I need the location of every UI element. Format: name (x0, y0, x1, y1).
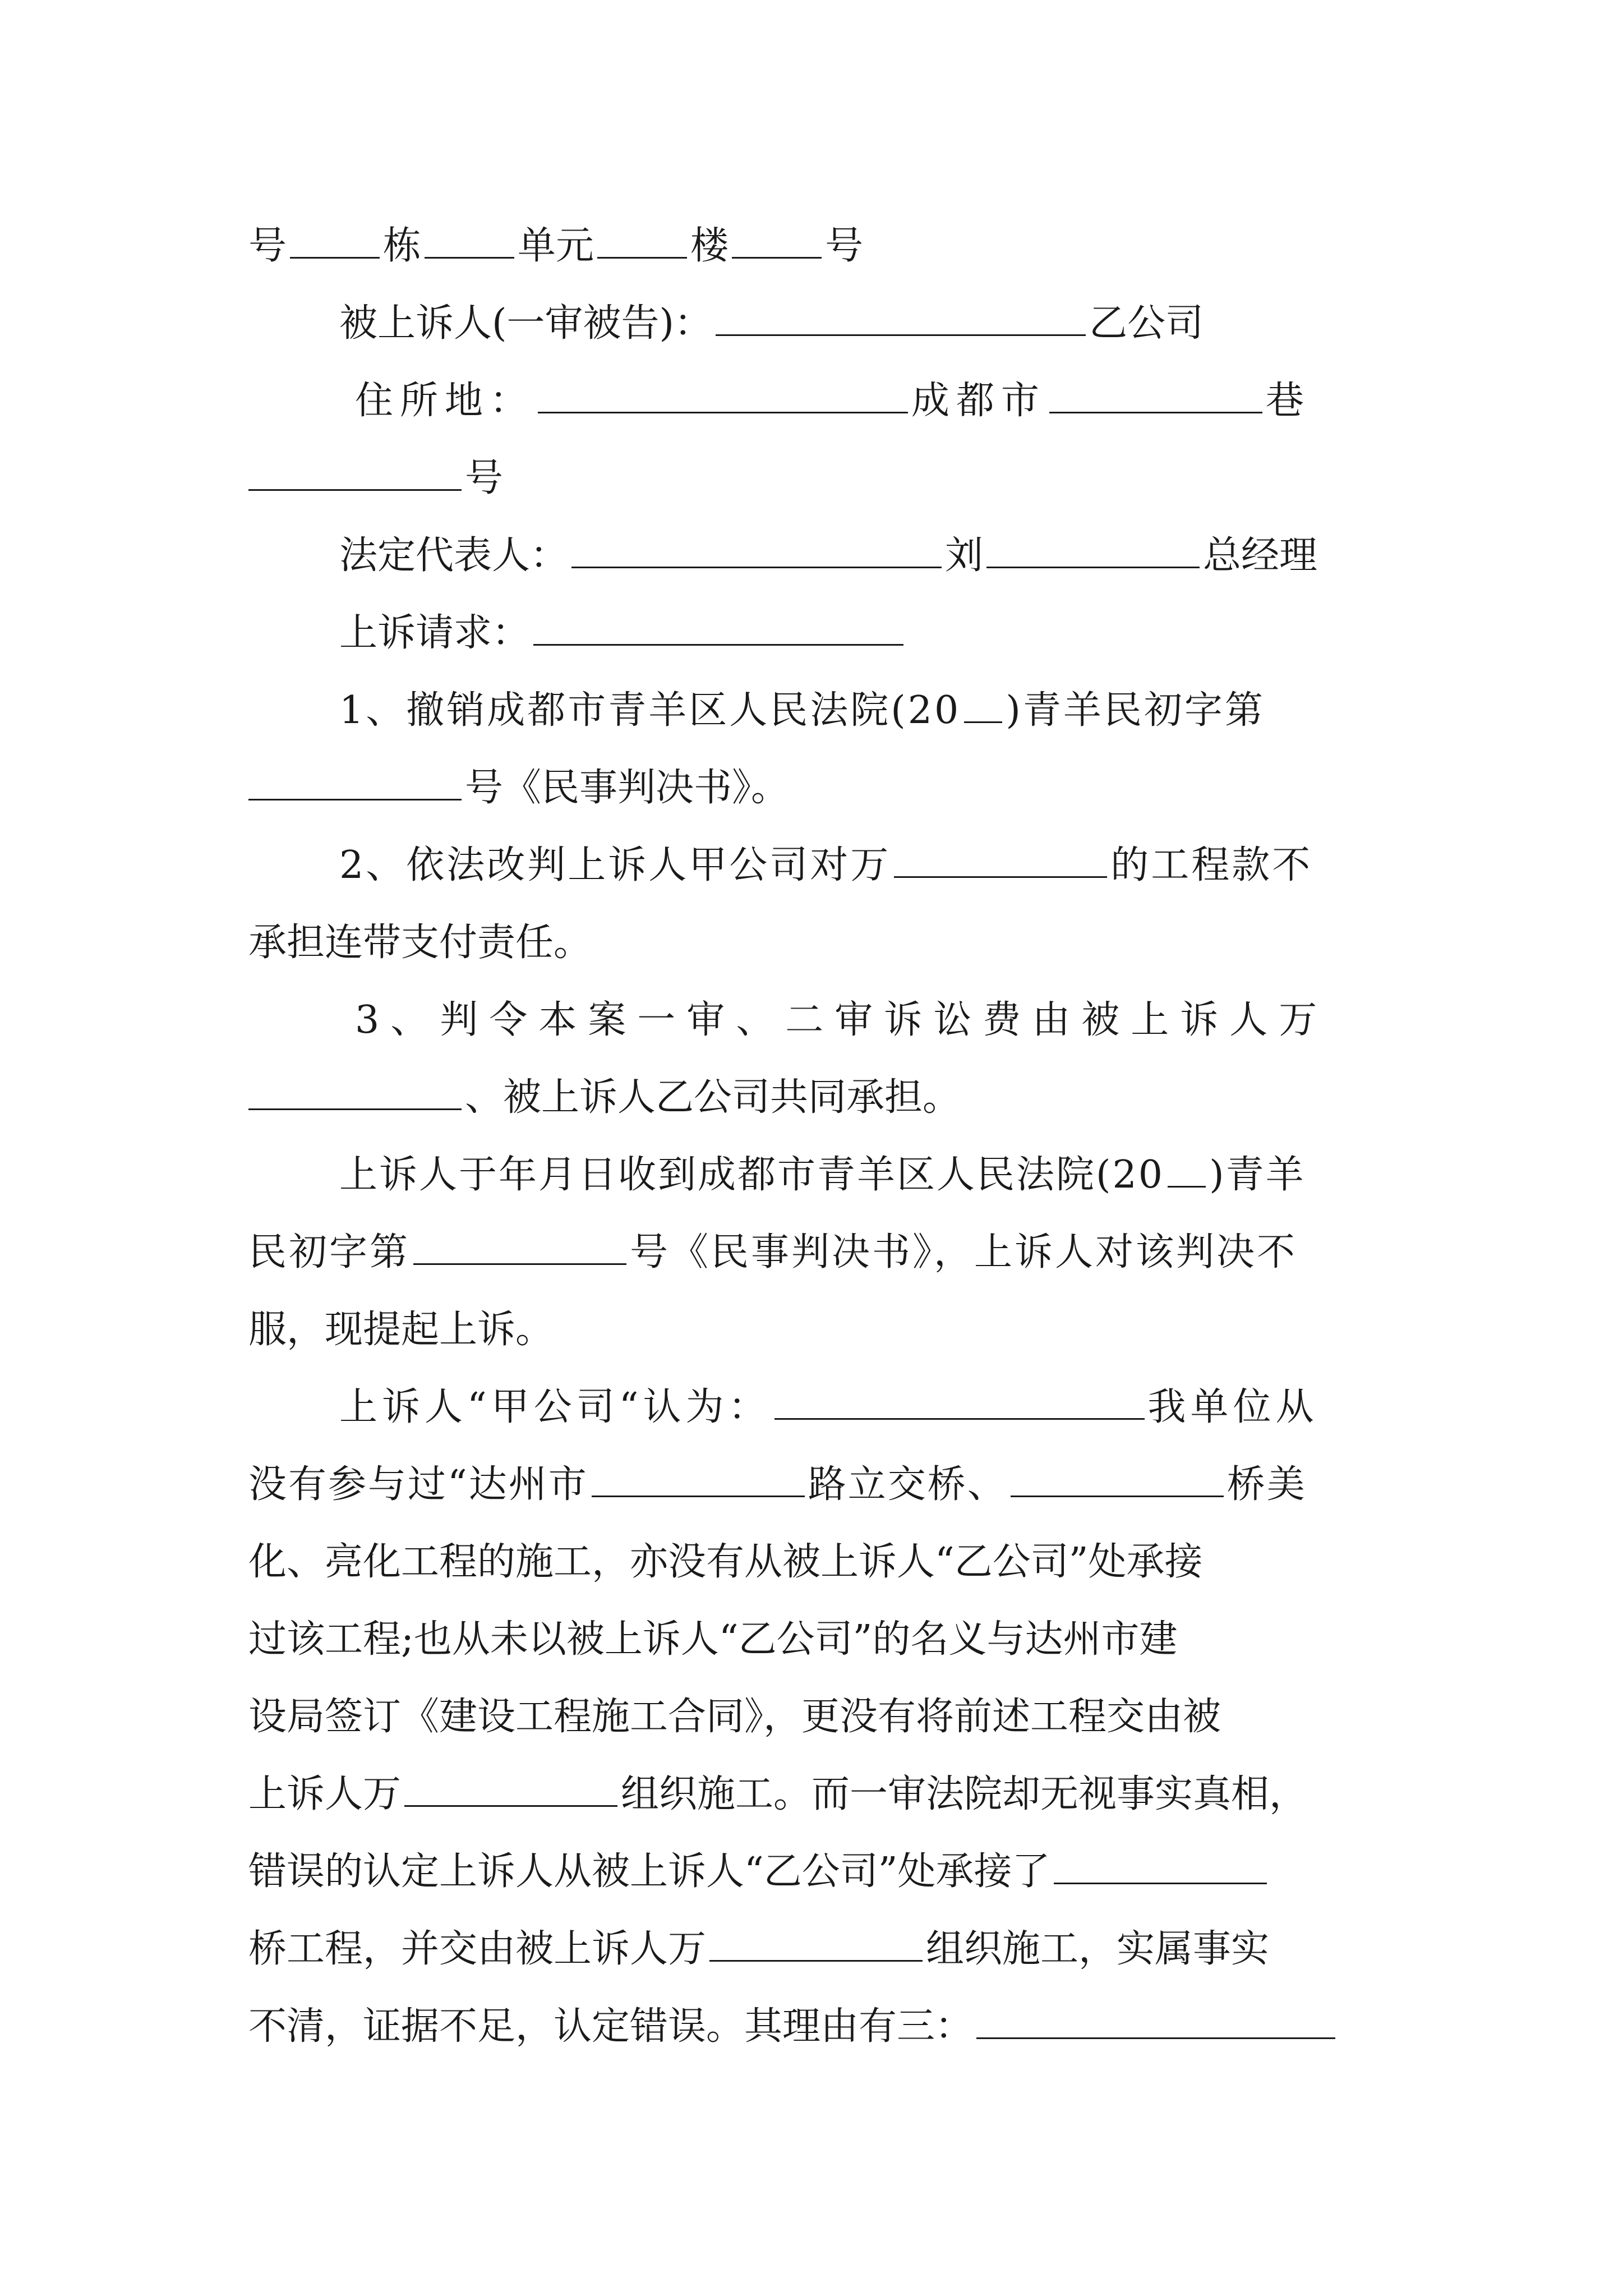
request-item-1 (248, 672, 1387, 749)
text-segment: 错误的认定上诉人从被上诉人“乙公司”处承接了 (248, 1849, 1050, 1894)
blank-field (571, 535, 942, 568)
appeal-request-heading (248, 595, 1387, 672)
blank-field (964, 690, 1002, 723)
paragraph-2-line-9 (248, 1988, 1387, 2065)
text-segment: 号 (248, 224, 287, 268)
text-segment: 刘 (945, 533, 984, 578)
blank-field (716, 303, 1086, 336)
paragraph-1-line-1 (248, 1137, 1387, 1214)
residence-line-cont (248, 440, 1387, 517)
text-segment: 上诉人“甲公司“认为： (339, 1385, 771, 1429)
text-segment: 没有参与过“达州市 (248, 1462, 588, 1507)
blank-field (986, 535, 1200, 568)
paragraph-2-line-1 (248, 1369, 1387, 1446)
text-segment: 栋 (383, 224, 422, 268)
paragraph-1-line-3 (248, 1291, 1387, 1369)
blank-field (425, 226, 514, 259)
text-segment: 成都市 (911, 379, 1046, 423)
text-segment: )青羊民初字第 (1006, 688, 1265, 733)
blank-field (976, 2006, 1335, 2039)
text-segment: 楼 (690, 224, 729, 268)
request-item-2 (248, 827, 1387, 904)
blank-field (774, 1387, 1145, 1420)
text-segment: 我单位从 (1147, 1385, 1318, 1429)
text-segment: 号《民事判决书》，上诉人对该判决不 (630, 1230, 1298, 1274)
blank-field (1054, 1851, 1267, 1884)
blank-field (1049, 380, 1262, 413)
text-segment: 上诉请求： (339, 611, 531, 655)
text-segment: 乙公司 (1089, 301, 1204, 346)
request-item-3-cont (248, 1059, 1387, 1137)
text-segment: 号 (465, 456, 504, 500)
blank-field (404, 1774, 617, 1807)
text-segment: 号 (825, 224, 864, 268)
blank-field (290, 226, 380, 259)
text-segment: 、被上诉人乙公司共同承担。 (465, 1075, 961, 1120)
blank-field (592, 1464, 805, 1497)
text-segment: 单元 (518, 224, 594, 268)
request-item-2-cont (248, 904, 1387, 982)
blank-field (1168, 1154, 1206, 1188)
text-segment: 民初字第 (248, 1230, 411, 1274)
text-segment: 住所地： (355, 379, 535, 423)
text-segment: 上诉人万 (248, 1772, 402, 1816)
address-line (248, 208, 1387, 285)
document-body (248, 208, 1387, 2065)
blank-field (248, 1077, 462, 1110)
blank-field (1011, 1464, 1224, 1497)
text-segment: 承担连带支付责任。 (248, 921, 592, 965)
blank-field (533, 613, 903, 646)
text-segment: 1、撤销成都市青羊区人民法院(20 (339, 688, 961, 733)
text-segment: 不清，证据不足，认定错误。其理由有三： (248, 2004, 974, 2049)
paragraph-2-line-4 (248, 1601, 1387, 1678)
request-item-1-cont (248, 749, 1387, 827)
text-segment: 桥美 (1227, 1462, 1307, 1507)
paragraph-2-line-3 (248, 1524, 1387, 1601)
text-segment: 3、判令本案一审、二审诉讼费由被上诉人万 (355, 998, 1329, 1042)
residence-line (248, 362, 1387, 440)
paragraph-2-line-2 (248, 1446, 1387, 1524)
blank-field (732, 226, 822, 259)
text-segment: 路立交桥、 (808, 1462, 1007, 1507)
text-segment: 号《民事判决书》。 (465, 766, 790, 810)
text-segment: 的工程款不 (1110, 843, 1313, 887)
legal-rep-line (248, 517, 1387, 595)
text-segment: 巷 (1266, 379, 1311, 423)
text-segment: 法定代表人： (339, 533, 569, 578)
blank-field (538, 380, 908, 413)
paragraph-1-line-2 (248, 1214, 1387, 1291)
text-segment: 组织施工，实属事实 (926, 1927, 1270, 1971)
blank-field (248, 458, 462, 491)
text-segment: 化、亮化工程的施工，亦没有从被上诉人“乙公司”处承接 (248, 1540, 1203, 1584)
paragraph-2-line-8 (248, 1911, 1387, 1988)
text-segment: )青羊 (1209, 1153, 1306, 1197)
paragraph-2-line-6 (248, 1756, 1387, 1833)
appellee-line (248, 285, 1387, 362)
blank-field (709, 1929, 923, 1962)
blank-field (248, 767, 462, 800)
blank-field (597, 226, 687, 259)
paragraph-2-line-7 (248, 1833, 1387, 1911)
text-segment: 过该工程;也从未以被上诉人“乙公司”的名义与达州市建 (248, 1617, 1178, 1662)
text-segment: 服，现提起上诉。 (248, 1308, 554, 1352)
request-item-3 (248, 982, 1387, 1059)
text-segment: 桥工程，并交由被上诉人万 (248, 1927, 707, 1971)
text-segment: 2、依法改判上诉人甲公司对万 (339, 843, 891, 887)
text-segment: 被上诉人(一审被告)： (339, 301, 713, 346)
blank-field (413, 1232, 626, 1265)
paragraph-2-line-5 (248, 1678, 1387, 1756)
text-segment: 总经理 (1203, 533, 1318, 578)
text-segment: 设局签订《建设工程施工合同》，更没有将前述工程交由被 (248, 1695, 1221, 1739)
text-segment: 组织施工。而一审法院却无视事实真相， (621, 1772, 1308, 1816)
text-segment: 上诉人于年月日收到成都市青羊区人民法院(20 (339, 1153, 1165, 1197)
blank-field (894, 845, 1107, 878)
